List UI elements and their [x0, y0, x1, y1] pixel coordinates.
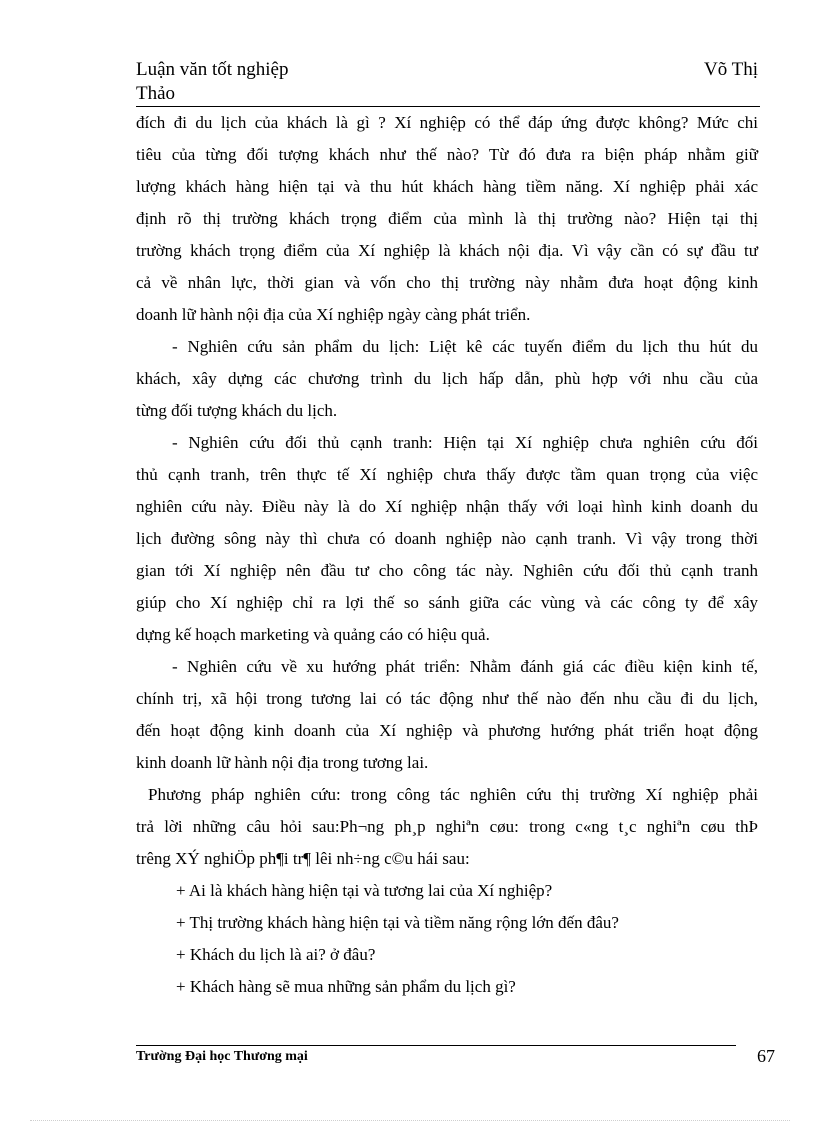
page-number: 67 [757, 1046, 775, 1066]
header-author-name: Võ Thị [703, 59, 758, 80]
text-line: trêng XÝ nghiÖp ph¶i tr¶ lêi nh÷ng c©u hái sau: [136, 849, 470, 868]
text-line: kinh doanh lữ hành nội địa trong tương lai. [136, 753, 429, 772]
question-list [136, 875, 758, 1003]
page-header [136, 58, 758, 106]
text-line: lịch đường sông này thì chưa có doanh nghiệp nào cạnh tranh. Vì vậy trong thời [136, 529, 758, 548]
list-item: + Thị trường khách hàng hiện tại và tiềm năng rộng lớn đến đâu? [176, 913, 619, 932]
list-item: + Ai là khách hàng hiện tại và tương lai của Xí nghiệp? [176, 881, 553, 900]
footer-divider [136, 1045, 736, 1046]
text-line: gian tới Xí nghiệp nên đầu tư cho công tác này. Nghiên cứu đối thủ cạnh tranh [136, 561, 758, 580]
text-line: từng đối tượng khách du lịch. [136, 401, 338, 420]
text-line: thủ cạnh tranh, trên thực tế Xí nghiệp chưa thấy được tầm quan trọng của việc [136, 465, 758, 484]
text-line: nghiên cứu này. Điều này là do Xí nghiệp nhận thấy với loại hình kinh doanh du [136, 497, 758, 516]
text-line: tiêu của từng đối tượng khách như thế nào? Từ đó đưa ra biện pháp nhằm giữ [136, 145, 758, 164]
document-body [136, 107, 758, 1003]
header-author-surname-continued: Thảo [136, 83, 176, 104]
text-line: - Nghiên cứu đối thủ cạnh tranh: Hiện tại Xí nghiệp chưa nghiên cứu đối [172, 433, 758, 452]
text-line: doanh lữ hành nội địa của Xí nghiệp ngày càng phát triển. [136, 305, 531, 324]
header-thesis-title: Luận văn tốt nghiệp [136, 59, 289, 80]
text-line: cả về nhân lực, thời gian và vốn cho thị trường này nhằm đưa hoạt động kinh [136, 273, 758, 292]
footer-school-name: Trường Đại học Thương mại [136, 1049, 308, 1064]
text-line: Phương pháp nghiên cứu: trong công tác nghiên cứu thị trường Xí nghiệp phải [148, 785, 758, 804]
text-line: định rõ thị trường khách trọng điểm của mình là thị trường nào? Hiện tại thị [136, 209, 758, 228]
paragraph-competitor-research [136, 427, 758, 651]
text-line: lượng khách hàng hiện tại và thu hút khách hàng tiềm năng. Xí nghiệp phải xác [136, 177, 758, 196]
text-line: trường khách trọng điểm của Xí nghiệp là khách nội địa. Vì vậy cần có sự đầu tư [136, 241, 758, 260]
paragraph-market-research [136, 107, 758, 331]
text-line: đích đi du lịch của khách là gì ? Xí nghiệp có thể đáp ứng được không? Mức chi [136, 113, 758, 132]
text-line: dựng kế hoạch marketing và quảng cáo có hiệu quả. [136, 625, 490, 644]
paragraph-product-research [136, 331, 758, 427]
paragraph-research-method [136, 779, 758, 875]
list-item: + Khách du lịch là ai? ở đâu? [176, 945, 376, 964]
text-line: trả lời những câu hỏi sau:Ph¬ng ph¸p nghiªn cøu: trong c«ng t¸c nghiªn cøu thÞ [136, 817, 758, 836]
text-line: chính trị, xã hội trong tương lai có tác động như thế nào đến nhu cầu đi du lịch, [136, 689, 758, 708]
text-line: - Nghiên cứu sản phẩm du lịch: Liệt kê các tuyến điểm du lịch thu hút du [172, 337, 758, 356]
page-bottom-edge [30, 1120, 790, 1121]
list-item: + Khách hàng sẽ mua những sản phẩm du lịch gì? [176, 977, 516, 996]
paragraph-trend-research [136, 651, 758, 779]
text-line: đến hoạt động kinh doanh của Xí nghiệp và phương hướng phát triển hoạt động [136, 721, 758, 740]
text-line: khách, xây dựng các chương trình du lịch hấp dẫn, phù hợp với nhu cầu của [136, 369, 758, 388]
text-line: - Nghiên cứu về xu hướng phát triển: Nhằm đánh giá các điều kiện kinh tế, [172, 657, 758, 676]
text-line: giúp cho Xí nghiệp chỉ ra lợi thế so sánh giữa các vùng và các công ty để xây [136, 593, 758, 612]
